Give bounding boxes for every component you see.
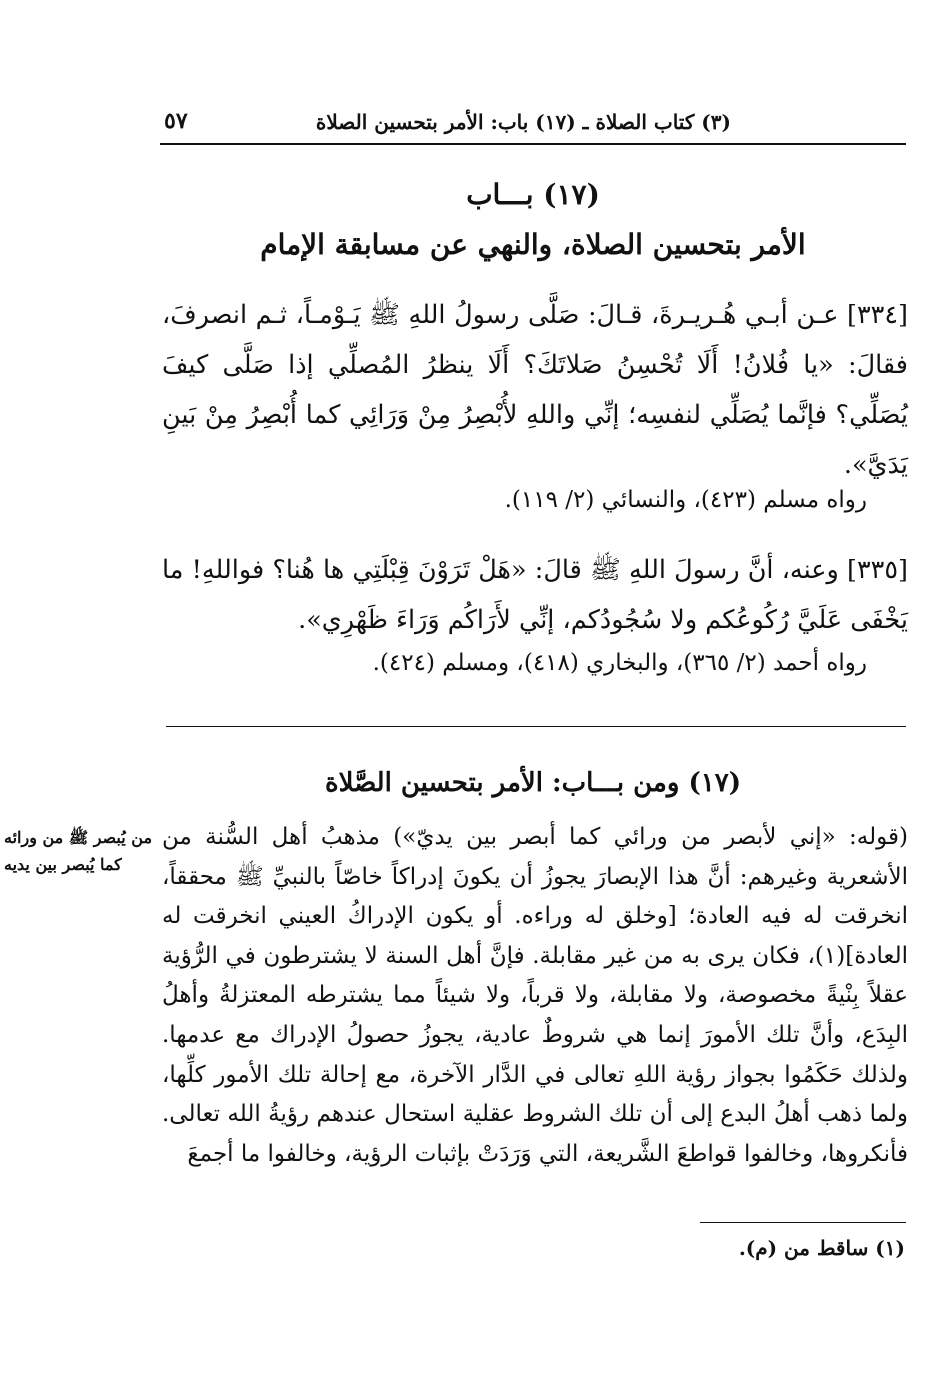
commentary-body: (قوله: «إني لأبصر من ورائي كما أبصر بين يديّ») مذهبُ أهل السُّنة من الأشعرية وغيرهم: أنَّ هذا الإبصارَ يجوزُ أن يكونَ إدراكاً خاصّاً بالنبيِّ ﷺ محققاً، انخرقت له فيه العادة؛ [وخلق له وراءه. أو يكون الإدراكُ العيني انخرقت له العادة](١)، فكان يرى به من غير مقابلة. فإنَّ أهل السنة لا يشترطون في الرُّؤية عقلاً بِنْيةً مخصوصة، ولا مقابلة، ولا قرباً، ولا شيئاً مما يشترطه المعتزلةُ وأهلُ البِدَع، وأنَّ تلك الأمورَ إنما هي شروطٌ عادية، يجوزُ حصولُ الإدراك مع عدمها. ولذلك حَكَمُوا بجواز رؤية اللهِ تعالى في الدَّار الآخرة، مع إحالة تلك الأمور كلِّها، ولما ذهب أهلُ البدع إلى أن تلك الشروط عقلية استحال عندهم رؤيةُ الله تعالى. فأنكروها، وخالفوا قواطعَ الشَّريعة، التي وَرَدَتْ بإثبات الرؤية، وخالفوا ما أجمعَ <box>162 824 908 1167</box>
footnote: (١) ساقط من (م). <box>738 1236 905 1260</box>
commentary-title: (١٧) ومن بـــاب: الأمر بتحسين الصَّلاة <box>324 768 742 798</box>
hadith-335-reference: رواه أحمد (٢/ ٣٦٥)، والبخاري (٤١٨)، ومسلم (٤٢٤). <box>372 650 867 676</box>
section-divider <box>166 726 906 727</box>
page-number: ٥٧ <box>164 108 188 134</box>
footnote-divider <box>700 1222 906 1223</box>
hadith-334-text: [٣٣٤] عـن أبـي هُـريـرةَ، قـالَ: صَلَّى رسولُ اللهِ ﷺ يَـوْمـاً، ثـم انصرفَ، فقالَ: «يا فُلانُ! أَلَا تُحْسِنُ صَلاتَكَ؟ أَلَا ينظرُ المُصلِّي إذا صَلَّى كيفَ يُصَلِّي؟ فإنَّما يُصَلِّي لنفسِه؛ إنِّي واللهِ لأُبْصِرُ مِنْ وَرَائِي كما أُبْصِرُ مِنْ بَينِ يَدَيَّ». <box>162 300 908 480</box>
chapter-title: الأمر بتحسين الصلاة، والنهي عن مسابقة الإمام <box>260 228 806 261</box>
header-divider <box>160 143 906 145</box>
running-header-title: (٣) كتاب الصلاة ـ (١٧) باب: الأمر بتحسين الصلاة <box>315 110 731 134</box>
hadith-335-text: [٣٣٥] وعنه، أنَّ رسولَ اللهِ ﷺ قالَ: «هَلْ تَرَوْنَ قِبْلَتِي ها هُنا؟ فواللهِ! ما يَخْفَى عَلَيَّ رُكُوعُكم ولا سُجُودُكم، إنِّي لأَرَاكُم وَرَاءَ ظَهْرِي». <box>162 555 908 635</box>
chapter-number-heading: (١٧) بـــاب <box>466 178 600 211</box>
hadith-334-reference: رواه مسلم (٤٢٣)، والنسائي (٢/ ١١٩). <box>504 487 867 513</box>
margin-note: من يُبصر ﷺ من ورائه كما يُبصر بين يديه <box>4 828 153 874</box>
